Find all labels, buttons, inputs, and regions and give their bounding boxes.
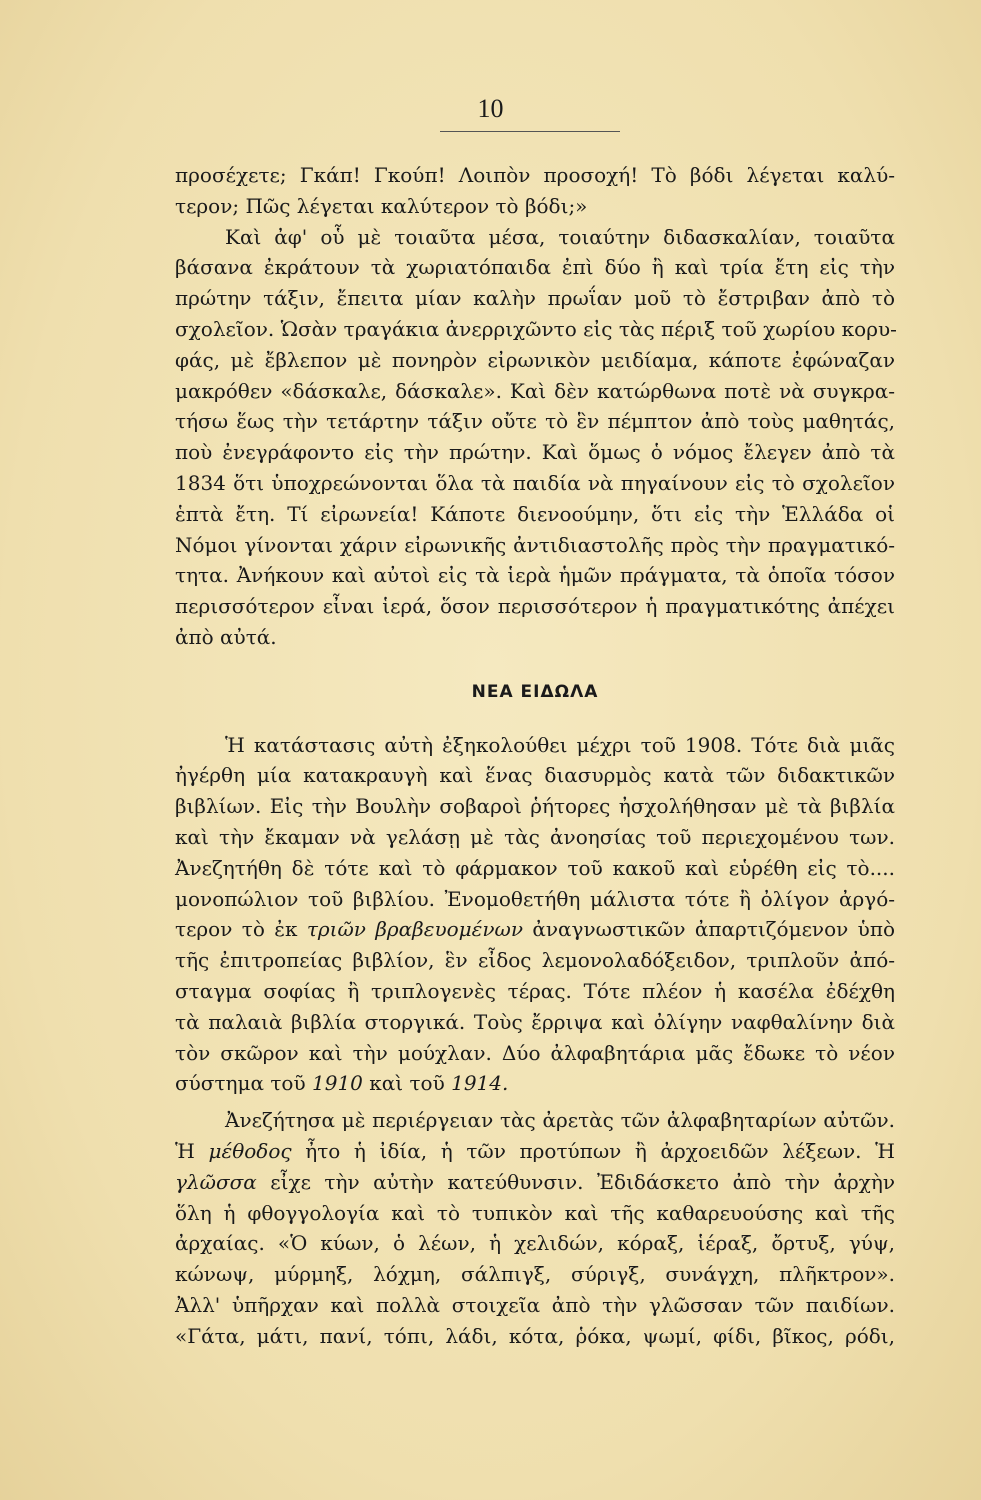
- text-line: ποὺ ἐνεγράφοντο εἰς τὴν πρώτην. Καὶ ὅμως ὁ νόμος ἔλεγεν ἀπὸ τὰ: [175, 440, 895, 465]
- italic-text: τριῶν βραβευομένων: [306, 917, 524, 942]
- text-line: σταγμα σοφίας ἢ τριπλογενὲς τέρας. Τότε πλέον ἡ κασέλα ἐδέχθη: [175, 978, 895, 1003]
- italic-text: 1910: [312, 1071, 363, 1096]
- text-line: καὶ τὴν ἔκαμαν νὰ γελάσῃ μὲ τὰς ἀνοησίας τοῦ περιεχομένου των.: [175, 824, 895, 849]
- text-line: ἀρχαίας. «Ὁ κύων, ὁ λέων, ἡ χελιδών, κόραξ, ἱέραξ, ὄρτυξ, γύψ,: [175, 1231, 895, 1256]
- text-line: [175, 1136, 895, 1167]
- text-line: κώνωψ, μύρμηξ, λόχμη, σάλπιγξ, σύριγξ, συνάγχη, πλῆκτρον».: [175, 1262, 895, 1287]
- text-line: τὰ παλαιὰ βιβλία στοργικά. Τοὺς ἔρριψα καὶ ὀλίγην ναφθαλίνην διὰ: [175, 1009, 895, 1034]
- text-line: Καὶ ἀφ' οὗ μὲ τοιαῦτα μέσα, τοιαύτην διδασκαλίαν, τοιαῦτα: [225, 224, 895, 249]
- text-segment: Ἡ: [175, 1138, 209, 1163]
- text-line: μακρόθεν «δάσκαλε, δάσκαλε». Καὶ δὲν κατώρθωνα ποτὲ νὰ συγκρα-: [175, 378, 895, 403]
- text-segment: ἀναγνωστικῶν ἀπαρτιζόμενον ὑπὸ: [523, 917, 895, 942]
- text-line: Ἀλλ' ὑπῆρχαν καὶ πολλὰ στοιχεῖα ἀπὸ τὴν γλῶσσαν τῶν παιδίων.: [175, 1292, 895, 1317]
- text-line: τήσω ἕως τὴν τετάρτην τάξιν οὔτε τὸ ἓν πέμπτον ἀπὸ τοὺς μαθητάς,: [175, 409, 895, 434]
- text-segment: καὶ τοῦ: [362, 1071, 452, 1096]
- text-segment: τερον τὸ ἐκ: [175, 917, 307, 942]
- text-segment: ἦτο ἡ ἰδία, ἡ τῶν προτύπων ἢ ἀρχοειδῶν λέξεων. Ἡ: [291, 1138, 896, 1163]
- text-line: «Γάτα, μάτι, πανί, τόπι, λάδι, κότα, ῥόκα, ψωμί, φίδι, βῖκος, ρόδι,: [175, 1323, 895, 1348]
- header-rule: [440, 131, 620, 132]
- italic-text: μέθοδος: [208, 1138, 292, 1163]
- text-segment: σύστημα τοῦ: [175, 1071, 312, 1096]
- text-line: τῆς ἐπιτροπείας βιβλίον, ἓν εἶδος λεμονολαδόξειδον, τριπλοῦν ἀπό-: [175, 948, 895, 973]
- text-line: βιβλίων. Εἰς τὴν Βουλὴν σοβαροὶ ῥήτορες ἠσχολήθησαν μὲ τὰ βιβλία: [175, 794, 895, 819]
- text-line: 1834 ὅτι ὑποχρεώνονται ὅλα τὰ παιδία νὰ πηγαίνουν εἰς τὸ σχολεῖον: [175, 470, 895, 495]
- text-line: [175, 914, 895, 945]
- text-line: βάσανα ἐκράτουν τὰ χωριατόπαιδα ἐπὶ δύο ἢ καὶ τρία ἔτη εἰς τὴν: [175, 255, 895, 280]
- italic-text: γλῶσσα: [175, 1169, 257, 1194]
- text-line: προσέχετε; Γκάπ! Γκούπ! Λοιπὸν προσοχή! Τὸ βόδι λέγεται καλύ-: [175, 163, 895, 187]
- paragraph-3: [175, 1105, 895, 1351]
- text-line: [175, 1167, 895, 1198]
- text-line: Ἀνεζήτησα μὲ περιέργειαν τὰς ἀρετὰς τῶν ἀλφαβηταρίων αὐτῶν.: [225, 1108, 895, 1133]
- text-line: σχολεῖον. Ὡσὰν τραγάκια ἀνερριχῶντο εἰς τὰς πέριξ τοῦ χωρίου κορυ-: [175, 316, 897, 341]
- text-line: πρώτην τάξιν, ἔπειτα μίαν καλὴν πρωΐαν μοῦ τὸ ἔστριβαν ἀπὸ τὸ: [175, 286, 895, 311]
- text-line: ἀπὸ αὐτά.: [175, 624, 277, 649]
- text-line: Νόμοι γίνονται χάριν εἰρωνικῆς ἀντιδιαστολῆς πρὸς τὴν πραγματικό-: [175, 532, 895, 557]
- text-line: τὸν σκῶρον καὶ τὴν μούχλαν. Δύο ἀλφαβητάρια μᾶς ἔδωκε τὸ νέον: [175, 1040, 895, 1065]
- text-line: ἠγέρθη μία κατακραυγὴ καὶ ἕνας διασυρμὸς κατὰ τῶν διδακτικῶν: [175, 763, 895, 788]
- text-line: τητα. Ἀνήκουν καὶ αὐτοὶ εἰς τὰ ἱερὰ ἡμῶν πράγματα, τὰ ὁποῖα τόσον: [175, 563, 895, 588]
- text-line: Ἡ κατάστασις αὐτὴ ἐξηκολούθει μέχρι τοῦ 1908. Τότε διὰ μιᾶς: [225, 732, 895, 757]
- text-line: φάς, μὲ ἔβλεπον μὲ πονηρὸν εἰρωνικὸν μειδίαμα, κάποτε ἐφώναζαν: [175, 347, 895, 372]
- text-line: τερον; Πῶς λέγεται καλύτερον τὸ βόδι;»: [175, 193, 588, 218]
- text-line: ὅλη ἡ φθογγολογία καὶ τὸ τυπικὸν καὶ τῆς καθαρευούσης καὶ τῆς: [175, 1200, 895, 1225]
- text-line: [175, 1068, 895, 1099]
- page-number: 10: [477, 94, 504, 123]
- italic-text: 1914.: [451, 1071, 509, 1096]
- text-line: ἑπτὰ ἔτη. Τί εἰρωνεία! Κάποτε διενοούμην, ὅτι εἰς τὴν Ἑλλάδα οἱ: [175, 501, 895, 526]
- text-segment: εἶχε τὴν αὐτὴν κατεύθυνσιν. Ἐδιδάσκετο ἀπὸ τὴν ἀρχὴν: [256, 1169, 895, 1194]
- text-line: περισσότερον εἶναι ἱερά, ὅσον περισσότερον ἡ πραγματικότης ἀπέχει: [175, 594, 895, 619]
- page-body: [175, 160, 895, 1351]
- text-line: Ἀνεζητήθη δὲ τότε καὶ τὸ φάρμακον τοῦ κακοῦ καὶ εὑρέθη εἰς τὸ....: [175, 855, 895, 880]
- paragraph-1: [175, 160, 895, 653]
- text-line: μονοπώλιον τοῦ βιβλίου. Ἐνομοθετήθη μάλιστα τότε ἢ ὀλίγον ἀργό-: [175, 886, 895, 911]
- paragraph-2: [175, 730, 895, 1100]
- section-heading: ΝΕΑ ΕΙΔΩΛΑ: [471, 681, 599, 702]
